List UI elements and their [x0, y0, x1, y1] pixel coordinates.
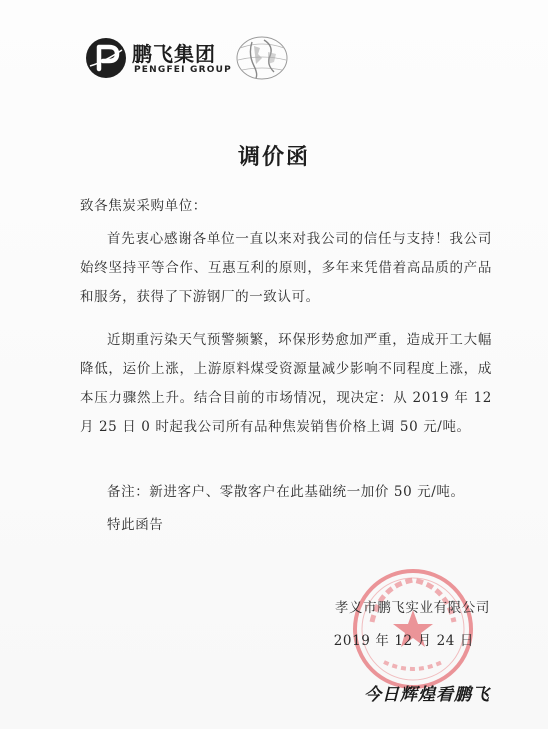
company-logo	[84, 34, 284, 90]
paragraph-closing: 特此函告	[107, 517, 164, 533]
logo-english-name: PENGFEI GROUP	[134, 65, 232, 75]
pengfei-p-logo-icon	[84, 36, 128, 80]
salutation: 致各焦炭采购单位：	[80, 198, 207, 214]
signature-company: 孝义市鹏飞实业有限公司	[334, 600, 490, 616]
paragraph-note: 备注：新进客户、零散客户在此基础统一加价 50 元/吨。	[107, 484, 465, 500]
document-title: 调价函	[237, 145, 310, 170]
signature-block	[290, 596, 490, 649]
paragraph-gratitude: 首先衷心感谢各单位一直以来对我公司的信任与支持！我公司始终坚持平等合作、互惠互利的原则，多年来凭借着高品质的产品和服务，获得了下游钢厂的一致认可。	[80, 231, 492, 305]
globe-icon	[234, 34, 290, 82]
paragraph-price-adjustment: 近期重污染天气预警频繁，环保形势愈加严重，造成开工大幅降低，运价上涨，上游原料煤受资源量减少影响不同程度上涨，成本压力骤然上升。结合目前的市场情况，现决定：从 2019 年 12 月 25 日 0 时起我公司所有品种焦炭销售价格上调 50 元/吨。	[80, 332, 492, 435]
company-slogan: 今日辉煌看鹏飞	[364, 685, 490, 705]
logo-chinese-name: 鹏飞集团	[132, 42, 216, 66]
signature-date: 2019 年 12 月 24 日	[333, 633, 474, 649]
